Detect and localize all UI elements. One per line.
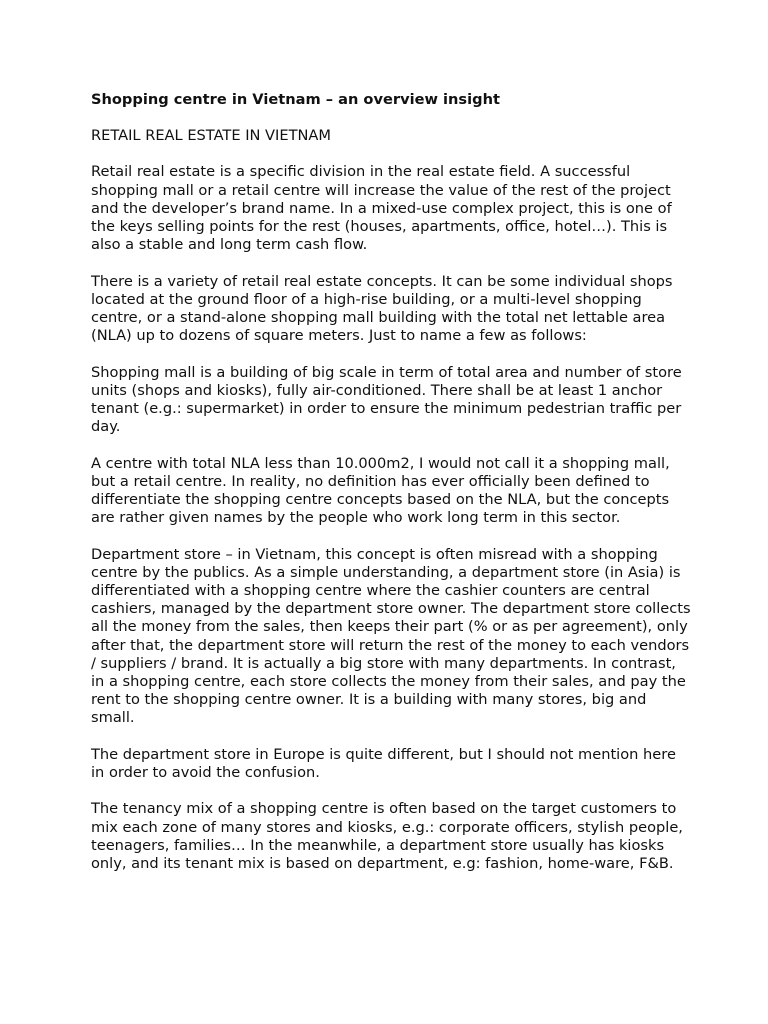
section-heading: RETAIL REAL ESTATE IN VIETNAM	[91, 127, 331, 145]
document-page	[91, 91, 691, 891]
paragraph-2: There is a variety of retail real estate concepts. It can be some individual shops located at the ground floor of a high-rise building, or a multi-level shopping centre, or a stand-alone shopping mall building with the total net lettable area (NLA) up to dozens of square meters. Just to name a few as follows:	[91, 272, 673, 345]
document-title: Shopping centre in Vietnam – an overview insight	[91, 91, 500, 108]
paragraph-3: Shopping mall is a building of big scale in term of total area and number of store units (shops and kiosks), fully air-conditioned. There shall be at least 1 anchor tenant (e.g.: supermarket) in order to ensure the minimum pedestrian traffic per day.	[91, 363, 682, 436]
paragraph-1: Retail real estate is a specific division in the real estate field. A successful shopping mall or a retail centre will increase the value of the rest of the project and the developer’s brand name. In a mixed-use complex project, this is one of the keys selling points for the rest (houses, apartments, office, hotel…). This is also a stable and long term cash flow.	[91, 163, 672, 254]
paragraph-4: A centre with total NLA less than 10.000m2, I would not call it a shopping mall, but a retail centre. In reality, no definition has ever officially been defined to differentiate the shopping centre concepts based on the NLA, but the concepts are rather given names by the people who work long term in this sector.	[91, 454, 670, 527]
paragraph-6: The department store in Europe is quite different, but I should not mention here in order to avoid the confusion.	[91, 745, 676, 782]
paragraph-7: The tenancy mix of a shopping centre is often based on the target customers to mix each zone of many stores and kiosks, e.g.: corporate officers, stylish people, teenagers, families… In the meanwhile, a department store usually has kiosks only, and its tenant mix is based on department, e.g: fashion, home-ware, F&B.	[91, 800, 683, 873]
paragraph-5: Department store – in Vietnam, this concept is often misread with a shopping centre by the publics. As a simple understanding, a department store (in Asia) is differentiated with a shopping centre where the cashier counters are central cashiers, managed by the department store owner. The department store collects all the money from the sales, then keeps their part (% or as per agreement), only after that, the department store will return the rest of the money to each vendors / suppliers / brand. It is actually a big store with many departments. In contrast, in a shopping centre, each store collects the money from their sales, and pay the rent to the shopping centre owner. It is a building with many stores, big and small.	[91, 545, 691, 727]
